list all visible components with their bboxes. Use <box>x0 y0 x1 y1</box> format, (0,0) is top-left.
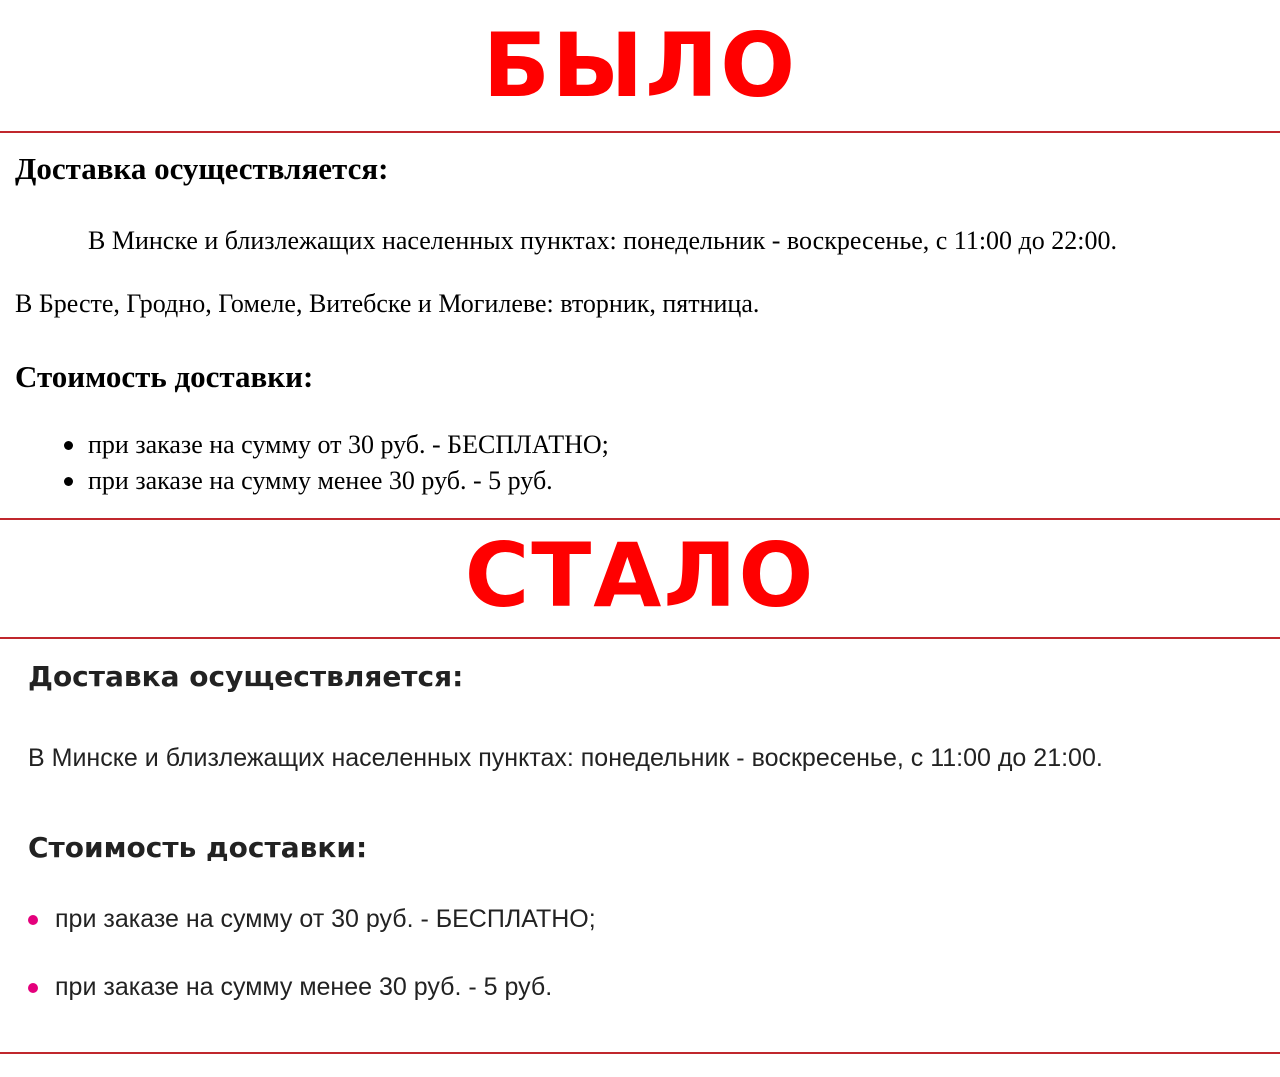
divider-lower <box>0 637 1280 639</box>
after-banner-title: СТАЛО <box>464 524 816 627</box>
after-delivery-heading: Доставка осуществляется: <box>28 660 464 693</box>
bullet-dot-icon <box>28 915 38 925</box>
before-regions-text: В Бресте, Гродно, Гомеле, Витебске и Могилеве: вторник, пятница. <box>15 289 760 318</box>
before-banner-title: БЫЛО <box>482 14 798 117</box>
before-delivery-heading: Доставка осуществляется: <box>15 151 389 186</box>
before-cost-heading: Стоимость доставки: <box>15 359 314 394</box>
bullet-dot-icon <box>28 983 38 993</box>
list-item: при заказе на сумму менее 30 руб. - 5 руб. <box>0 463 609 499</box>
divider-bottom <box>0 1052 1280 1054</box>
after-cost-heading: Стоимость доставки: <box>28 831 368 864</box>
before-cost-list <box>0 427 609 499</box>
list-item <box>28 905 596 934</box>
list-item <box>28 973 552 1002</box>
after-cost-item-label: при заказе на сумму менее 30 руб. - 5 руб. <box>55 973 553 1001</box>
after-minsk-text: В Минске и близлежащих населенных пунктах: понедельник - воскресенье, с 11:00 до 21:00. <box>28 744 1103 772</box>
before-minsk-text: В Минске и близлежащих населенных пунктах: понедельник - воскресенье, с 11:00 до 22:00. <box>88 226 1117 255</box>
after-cost-item-label: при заказе на сумму от 30 руб. - БЕСПЛАТНО; <box>55 905 596 933</box>
divider-top <box>0 131 1280 133</box>
list-item: при заказе на сумму от 30 руб. - БЕСПЛАТНО; <box>0 427 609 463</box>
divider-middle <box>0 518 1280 520</box>
